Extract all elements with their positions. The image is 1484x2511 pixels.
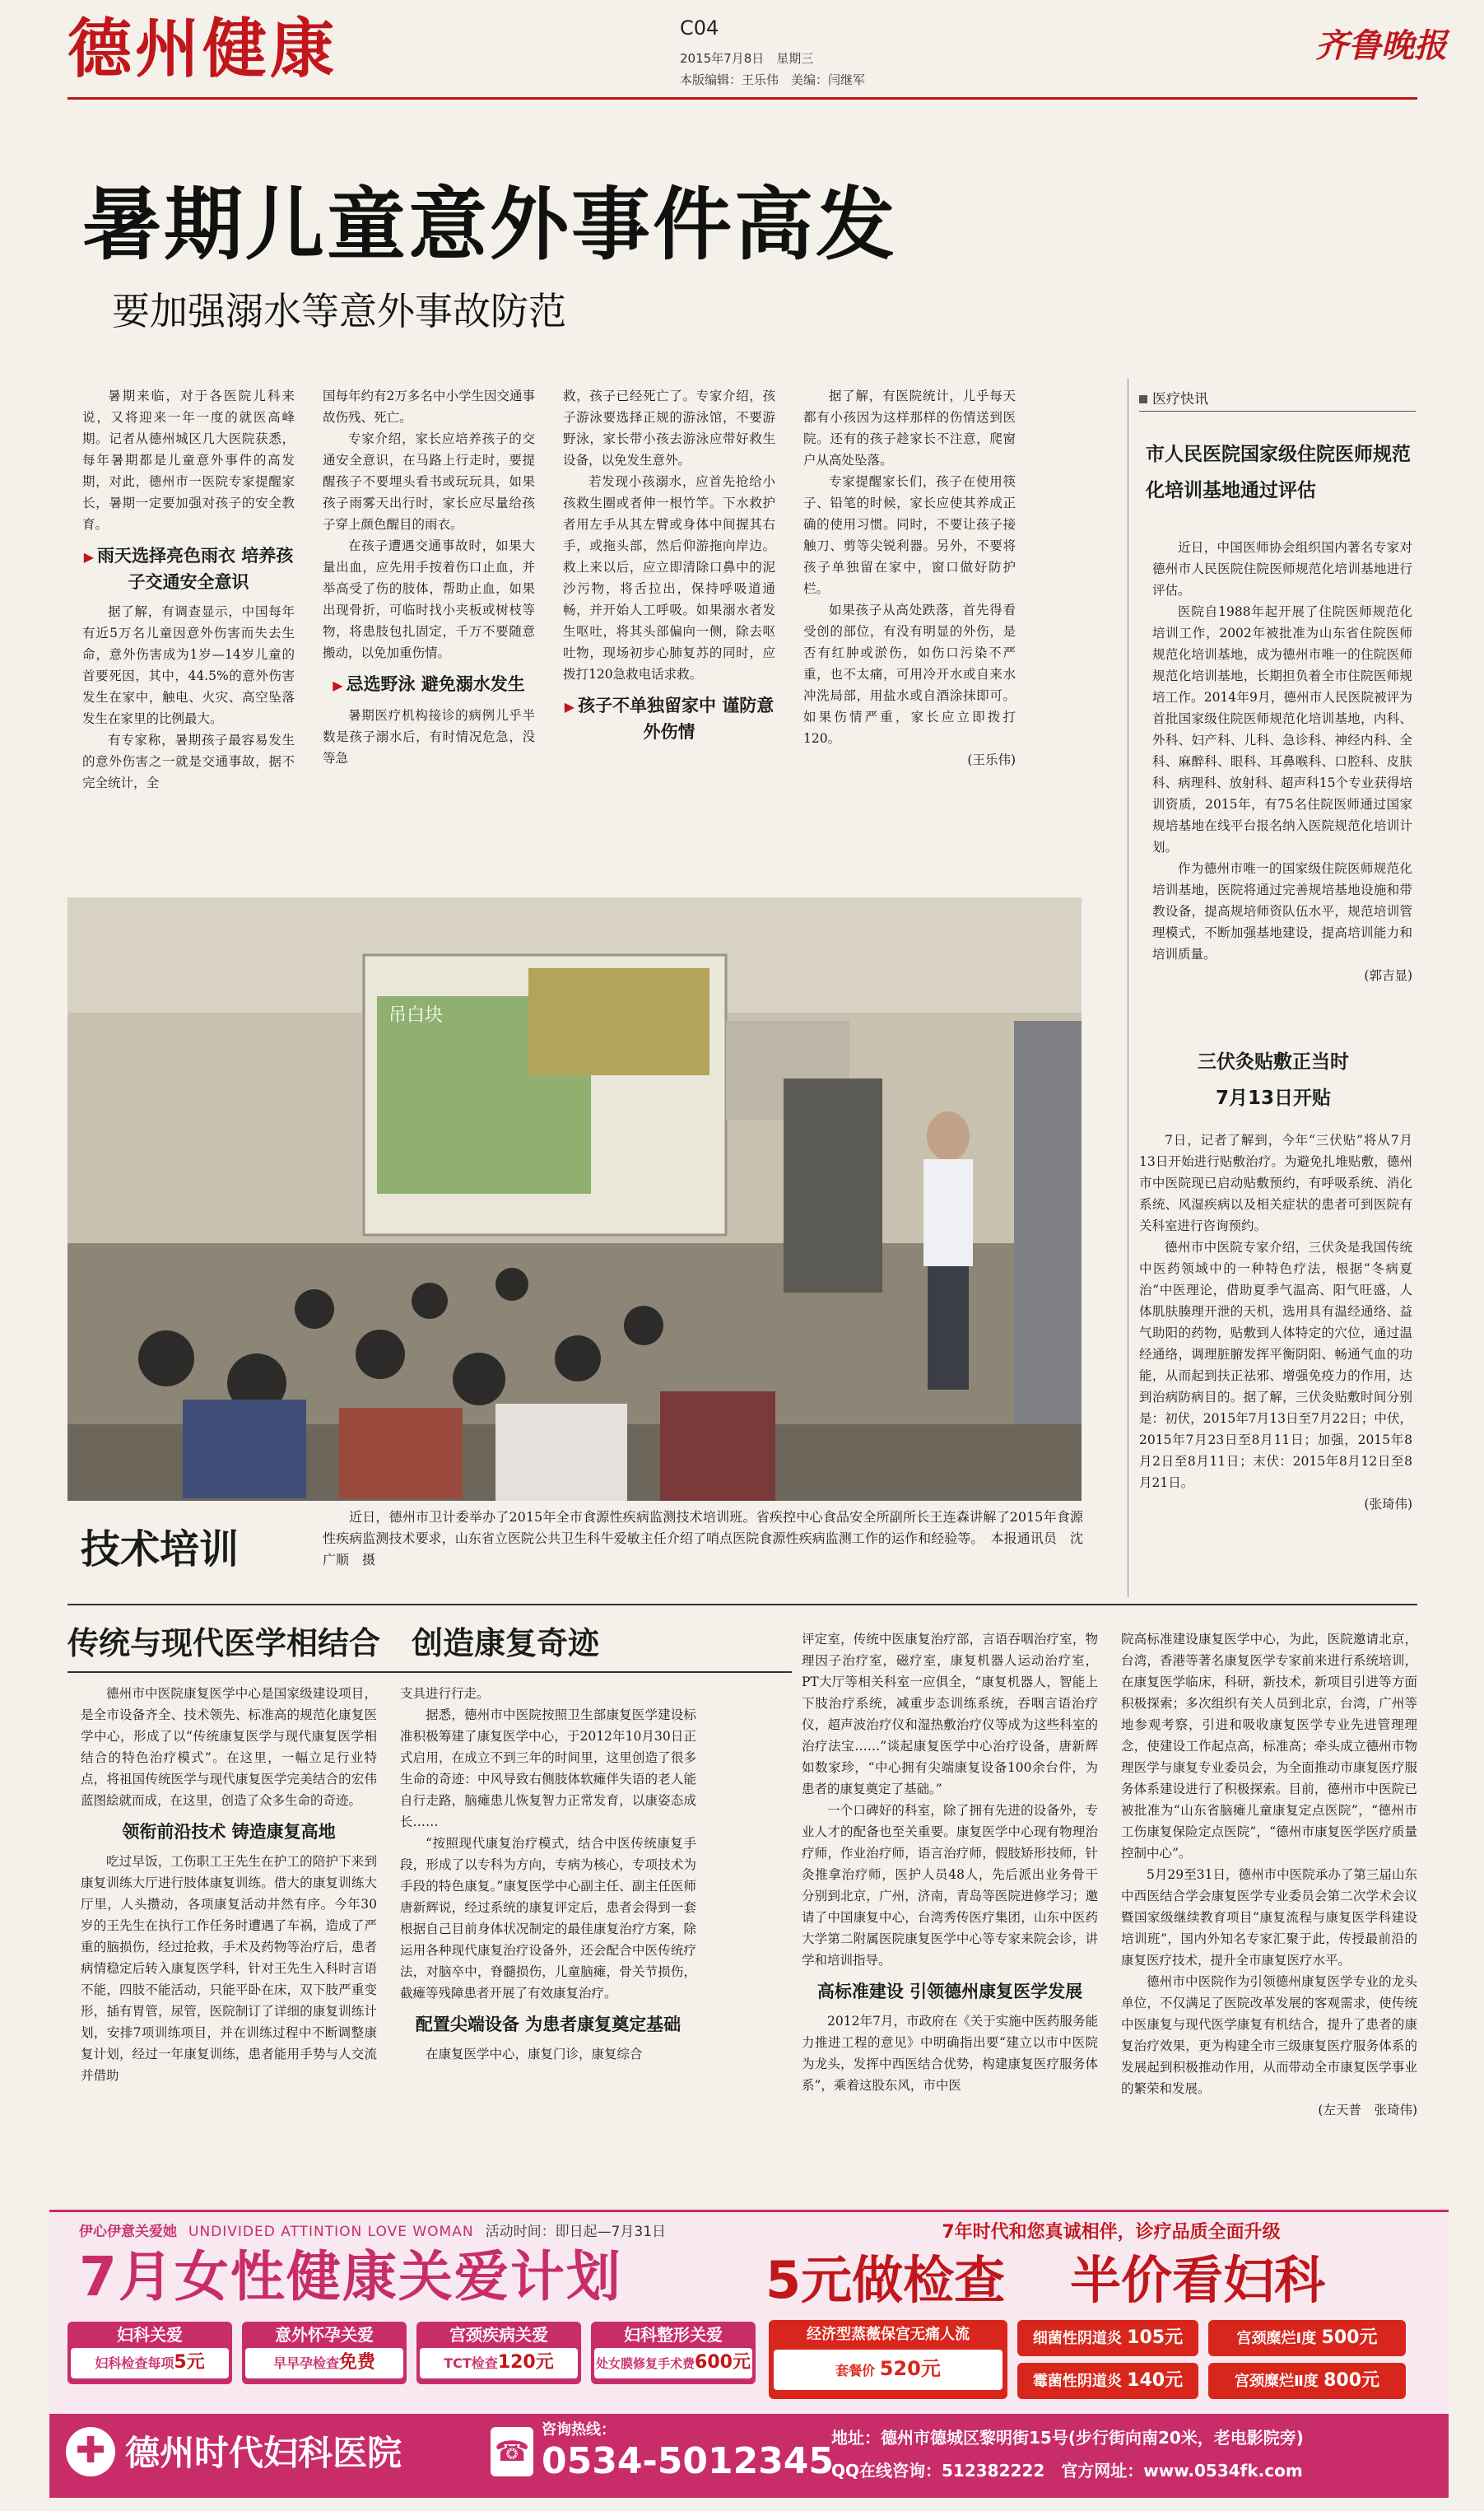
ad-offer-box: 经济型蒸薇保宫无痛人流 套餐价 520元: [769, 2320, 1007, 2399]
feature-paragraph: 德州市中医院康复医学中心是国家级建设项目，是全市设备齐全、技术领先、标准高的规范化康复医学中心，形成了以“传统康复医学与现代康复医学相结合的特色治疗模式”。在这里，一幅立足行业特点，将祖国传统医学与现代康复医学完美结合的宏伟蓝图絵就而成，在这里，创造了众多生命的奇迹。: [81, 1686, 377, 1808]
lead-col-4: [803, 385, 1016, 771]
feature-paragraph: 在康复医学中心，康复门诊，康复综合: [426, 2047, 643, 2061]
ad-offer-box: 意外怀孕关爱 早早孕检查免费: [242, 2322, 407, 2384]
triangle-icon: ▶: [564, 699, 575, 715]
sidebar-news2-body: [1139, 1130, 1412, 1515]
ad-slogan: 7年时代和您真诚相伴，诊疗品质全面升级: [942, 2222, 1281, 2243]
ad-offer-box: 宫颈糜烂Ⅱ度 800元: [1208, 2363, 1406, 2399]
headline-title: 暑期儿童意外事件高发: [82, 179, 897, 271]
news-paragraph: 近日，中国医师协会组织国内著名专家对德州市人民医院住院医师规范化培训基地进行评估。: [1152, 540, 1412, 598]
lead-paragraph: 暑期医疗机构接诊的病例儿乎半数是孩子溺水后，有时情况危急，没等急: [323, 708, 535, 766]
feature-subheading: 配置尖端设备 为患者康复奠定基础: [415, 2015, 682, 2034]
hotline: 咨询热线： 0534-5012345: [542, 2421, 835, 2482]
feature-byline: (左天普 张琦伟): [1318, 2103, 1417, 2117]
lead-paragraph: 在孩子遭遇交通事故时，如果大量出血，应先用手按着伤口止血，并举高受了伤的肢体，帮助止血，如果出现骨折，可临时找小夹板或树枝等物，将患肢包扎固定，千万不要随意搬动，以免加重伤情。: [323, 538, 535, 660]
triangle-icon: ▶: [83, 549, 94, 565]
hospital-address: 地址：德州市德城区黎明街15号(步行街向南20米，老电影院旁): [831, 2428, 1304, 2448]
lead-paragraph: 专家介绍，家长应培养孩子的交通安全意识，在马路上行走时，要提醒孩子不要埋头看书或玩玩具，如果孩子雨雾天出行时，家长应尽量给孩子穿上颜色醒目的雨衣。: [323, 431, 535, 532]
lead-subheading: ▶ 雨天选择亮色雨衣 培养孩子交通安全意识: [83, 546, 294, 592]
news-byline: (郭吉显): [1364, 968, 1412, 983]
feature-paragraph: 吃过早饭，工伤职工王先生在护工的陪护下来到康复训练大厅进行肢体康复训练。借大的康复训练大厅里，人头攒动，各项康复活动井然有序。今年30岁的王先生在执行工作任务时遭遇了车祸，造成了严重的脑损伤，经过抢救，手术及药物等治疗后，患者病情稳定后转入康复医学科，针对王先生入科时言语不能，四肢不能活动，只能平卧在床，双下肢严重变形，插有胃管，尿管，医院制订了详细的康复训练计划，安排7项训练项目，并在训练过程中不断调整康复计划，经过一年康复训练，患者能用手势与人交流并借助: [81, 1854, 377, 2083]
lead-paragraph: 据了解，有调查显示，中国每年有近5万名儿童因意外伤害而失去生命，意外伤害成为1岁—14岁儿童的首要死因，其中，44.5%的意外伤害发生在家中，触电、火灾、高空坠落发生在家里的比例最大。: [82, 604, 295, 726]
feature-col-3: [802, 1628, 1098, 2096]
hospital-logo-icon: ✚: [66, 2427, 115, 2476]
feature-col-2: [400, 1683, 696, 2065]
photo-label: 技术培训: [81, 1526, 240, 1572]
page-editors: 本版编辑：王乐伟 美编：闫继军: [680, 72, 866, 87]
newspaper-logo: 齐鲁晚报: [1315, 26, 1447, 65]
lead-col-1: [82, 385, 295, 794]
masthead-section-title: 德州健康: [67, 12, 338, 86]
feature-paragraph: “按照现代康复治疗模式，结合中医传统康复手段，形成了以专科为方向，专病为核心，专项技术为手段的特色康复。”康复医学中心副主任、副主任医师唐新辉说，经过系统的康复评定后，患者会得到一套根据自己目前身体状况制定的最佳康复治疗方案，除运用各种现代康复治疗设备外，还会配合中医传统疗法，对脑卒中，脊髓损伤，儿童脑瘫，骨关节损伤，截瘫等残障患者开展了有效康复治疗。: [400, 1836, 696, 2001]
photo-illustration: [67, 897, 1082, 1501]
feature-col-1: [81, 1683, 377, 2086]
headline-subtitle: 要加强溺水等意外事故防范: [112, 289, 566, 333]
lead-col-2: [323, 385, 535, 769]
feature-paragraph: 一个口碑好的科室，除了拥有先进的设备外，专业人才的配备也至关重要。康复医学中心现有物理治疗师，作业治疗师，语言治疗师，假肢矫形技师，针灸推拿治疗师，医护人员48人，先后派出业务骨干分别到北京，广州，济南，青岛等医院进修学习；邀请了中国康复中心，台湾秀传医疗集团，山东中医药大学第二附属医院康复医学中心等专家来院会诊，讲学和培训指导。: [802, 1803, 1098, 1968]
masthead-rule: [67, 97, 1417, 100]
lead-paragraph: 救，孩子已经死亡了。专家介绍，孩子游泳要选择正规的游泳馆，不要游野泳，家长带小孩去游泳应带好救生设备，以免发生意外。: [563, 389, 775, 468]
training-photo: [67, 897, 1082, 1501]
lead-paragraph: 若发现小孩溺水，应首先抢给小孩救生圈或者伸一根竹竿。下水救护者用左手从其左臂或身体中间握其右手，或拖头部，然后仰游拖向岸边。救上来以后，应立即清除口鼻中的泥沙污物，将舌拉出，保持呼吸道通畅，并开始人工呼吸。如果溺水者发生呕吐，将其头部偏向一侧，除去呕吐物，现场初步心肺复苏的同时，应拨打120急救电话求救。: [563, 474, 775, 682]
square-bullet-icon: [1139, 395, 1147, 403]
feature-subheading: 领衔前沿技术 铸造康复高地: [122, 1822, 336, 1842]
sidebar-column-label: 医疗快讯: [1139, 387, 1416, 412]
feature-subheading: 高标准建设 引领德州康复医学发展: [816, 1982, 1083, 2001]
phone-icon: ☎: [491, 2427, 533, 2476]
lead-byline: (王乐伟): [967, 752, 1016, 767]
sidebar-news1-title: 市人民医院国家级住院医师规范化培训基地通过评估: [1146, 444, 1411, 501]
lead-subheading: ▶ 忌选野泳 避免溺水发生: [333, 674, 525, 694]
feature-paragraph: 院高标准建设康复医学中心，为此，医院邀请北京，台湾，香港等著名康复医学专家前来进行系统培训，在康复医学临床，科研，新技术，新项目引进等方面积极探索；多次组织有关人员到北京，台湾，广州等地参观考察，引进和吸收康复医学专业先进管理理念，使建设工作起点高，标准高；牵头成立德州市物理医学与康复专业委员会，为全面推动市康复医疗服务体系建设进行了积极探索。目前，德州市中医院已被批准为“山东省脑瘫儿童康复定点医院”，“德州市工伤康复保险定点医院”，“德州市康复医学医疗质量控制中心”。: [1121, 1632, 1417, 1861]
ad-offer-box: 霉菌性阴道炎 140元: [1017, 2363, 1198, 2399]
ad-offer-box: 宫颈糜烂Ⅰ度 500元: [1208, 2320, 1406, 2356]
lead-paragraph: 暑期来临，对于各医院儿科来说，又将迎来一年一度的就医高峰期。记者从德州城区几大医院获悉，每年暑期都是儿童意外事件的高发期，对此，德州市一医院专家提醒家长，暑期一定要加强对孩子的安全教育。: [82, 389, 295, 532]
news-byline: (张琦伟): [1364, 1497, 1412, 1512]
lead-paragraph: 有专家称，暑期孩子最容易发生的意外伤害之一就是交通事故，据不完全统计，全: [82, 733, 295, 790]
photo-caption: 近日，德州市卫计委举办了2015年全市食源性疾病监测技术培训班。省疾控中心食品安全所副所长王连森讲解了2015年食源性疾病监测技术要求，山东省立医院公共卫生科牛爱敏主任介绍了哨点医院食源性疾病监测工作的运作和经验等。 本报通讯员 沈广顺 摄: [323, 1509, 1083, 1568]
section-divider: [67, 1604, 1417, 1605]
feature-title: 传统与现代医学相结合 创造康复奇迹: [67, 1622, 792, 1673]
lead-col-3: [563, 385, 775, 751]
feature-paragraph: 评定室，传统中医康复治疗部，言语吞咽治疗室，物理因子治疗室，磁疗室，康复机器人运动治疗室，PT大厅等相关科室一应俱全，“康复机器人，智能上下肢治疗系统，减重步态训练系统，吞咽言语治疗仪，超声波治疗仪和湿热敷治疗仪等成为这些科室的治疗法宝……”谈起康复医学中心治疗设备，唐新辉如数家珍，“中心拥有尖端康复设备100余台件，为患者的康复奠定了基础。”: [802, 1632, 1098, 1796]
feature-paragraph: 德州市中医院作为引领德州康复医学专业的龙头单位，不仅满足了医院改革发展的客观需求，使传统中医康复与现代医学康复有机结合，提升了患者的康复治疗效果，更为构建全市三级康复医疗服务体系的发展起到积极推动作用，从而带动全市康复医学事业的繁荣和发展。: [1121, 1974, 1417, 2096]
triangle-icon: ▶: [333, 678, 343, 693]
ad-price-b: 半价看妇科: [1070, 2250, 1326, 2310]
ad-offer-box: 妇科整形关爱 处女膜修复手术费600元: [591, 2322, 756, 2384]
page-code: C04: [680, 16, 719, 40]
news-paragraph: 德州市中医院专家介绍，三伏灸是我国传统中医药领域中的一种特色疗法，根据“冬病夏治”中医理论，借助夏季气温高、阳气旺盛，人体肌肤腠理开泄的天机，选用具有温经通络、益气助阳的药物，贴敷到人体特定的穴位，通过温经通络，调理脏腑发挥平衡阴阳、畅通气血的功能，从而起到扶正祛邪、增强免疫力的作用，达到治病防病目的。据了解，三伏灸贴敷时间分别是：初伏，2015年7月13日至7月22日；中伏，2015年7月23日至8月11日；加强，2015年8月2日至8月11日；末伏：2015年8月12日至8月21日。: [1139, 1240, 1412, 1490]
feature-paragraph: 支具进行行走。: [400, 1686, 490, 1701]
lead-subheading: ▶ 孩子不单独留家中 谨防意外伤情: [564, 696, 775, 742]
hospital-name: 德州时代妇科医院: [125, 2433, 402, 2473]
ad-offer-box: 宫颈疾病关爱 TCT检查120元: [416, 2322, 581, 2384]
news-paragraph: 医院自1988年起开展了住院医师规范化培训工作，2002年被批准为山东省住院医师规范化培训基地，成为德州市唯一的住院医师规范化培训基地，长期担负着全市住院医师规培工作。2014年9月，德州市人民医院被评为首批国家级住院医师规范化培训基地，内科、外科、妇产科、儿科、急诊科、神经内科、全科、麻醉科、眼科、耳鼻喉科、口腔科、皮肤科、病理科、放射科、超声科15个专业获得培训资质，2015年，有75名住院医师通过国家规培基地在线平台报名纳入医院规范化培训计划。: [1152, 604, 1412, 855]
lead-paragraph: 专家提醒家长们，孩子在使用筷子、铅笔的时候，家长应使其养成正确的使用习惯。同时，不要让孩子接触刀、剪等尖锐利器。另外，不要将孩子单独留在家中，窗口做好防护栏。: [803, 474, 1016, 596]
news-paragraph: 7日，记者了解到，今年“三伏贴”将从7月13日开始进行贴敷治疗。为避免扎堆贴敷，德州市中医院现已启动贴敷预约，有呼吸系统、消化系统、风湿疾病以及相关症状的患者可到医院有关科室进行咨询预约。: [1139, 1133, 1412, 1233]
lead-paragraph: 如果孩子从高处跌落，首先得看受创的部位，有没有明显的外伤，是否有红肿或淤伤，如伤口污染不严重，也不太痛，可用冷开水或自来水冲洗局部，用盐水或自酒涂抹即可。如果伤情严重，家长应立即拨打120。: [803, 603, 1016, 746]
news-paragraph: 作为德州市唯一的国家级住院医师规范化培训基地，医院将通过完善规培基地设施和带教设备，提高规培师资队伍水平，规范培训管理模式，不断加强基地建设，提高培训能力和培训质量。: [1152, 861, 1412, 962]
lead-paragraph: 据了解，有医院统计，儿乎每天都有小孩因为这样那样的伤情送到医院。还有的孩子趁家长不注意，爬窗户从高处坠落。: [803, 389, 1016, 468]
feature-col-4: [1121, 1628, 1417, 2121]
issue-date: 2015年7月8日 星期三: [680, 51, 814, 66]
sidebar-news2-title: 三伏灸贴敷正当时 7月13日开贴: [1198, 1051, 1349, 1109]
feature-paragraph: 5月29至31日，德州市中医院承办了第三届山东中西医结合学会康复医学专业委员会第二次学术会议暨国家级继续教育项目“康复流程与康复医学科建设培训班”，国内外知名专家汇聚于此，传授最前沿的康复医疗技术，提升全市康复医疗水平。: [1121, 1867, 1417, 1968]
lead-paragraph: 国每年约有2万多名中小学生因交通事故伤残、死亡。: [323, 389, 535, 425]
hospital-contact: QQ在线咨询：512382222 官方网址：www.0534fk.com: [831, 2461, 1303, 2481]
feature-paragraph: 据悉，德州市中医院按照卫生部康复医学建设标准积极筹建了康复医学中心，于2012年10月30日正式启用，在成立不到三年的时间里，这里创造了很多生命的奇迹：中风导致右侧肢体软瘫伴失语的老人能自行走路，脑瘫患儿恢复智力正常发育，以康姿态成长……: [400, 1707, 696, 1829]
sidebar-news1-body: [1152, 537, 1412, 986]
slide-title: 吊白块: [388, 1004, 444, 1025]
ad-tagline: 伊心伊意关爱她 UNDIVIDED ATTINTION LOVE WOMAN 活动时间：即日起—7月31日: [79, 2224, 667, 2240]
feature-paragraph: 2012年7月，市政府在《关于实施中医药服务能力推进工程的意见》中明确指出要“建立以市中医院为龙头，发挥中西医结合优势，构建康复医疗服务体系”，乘着这股东风，市中医: [802, 2014, 1098, 2093]
ad-offer-box: 妇科关爱 妇科检查每项5元: [67, 2322, 232, 2384]
ad-offer-box: 细菌性阴道炎 105元: [1017, 2320, 1198, 2356]
ad-title: 7月女性健康关爱计划: [79, 2245, 622, 2308]
ad-price-a: 5元做检查: [765, 2250, 1006, 2310]
